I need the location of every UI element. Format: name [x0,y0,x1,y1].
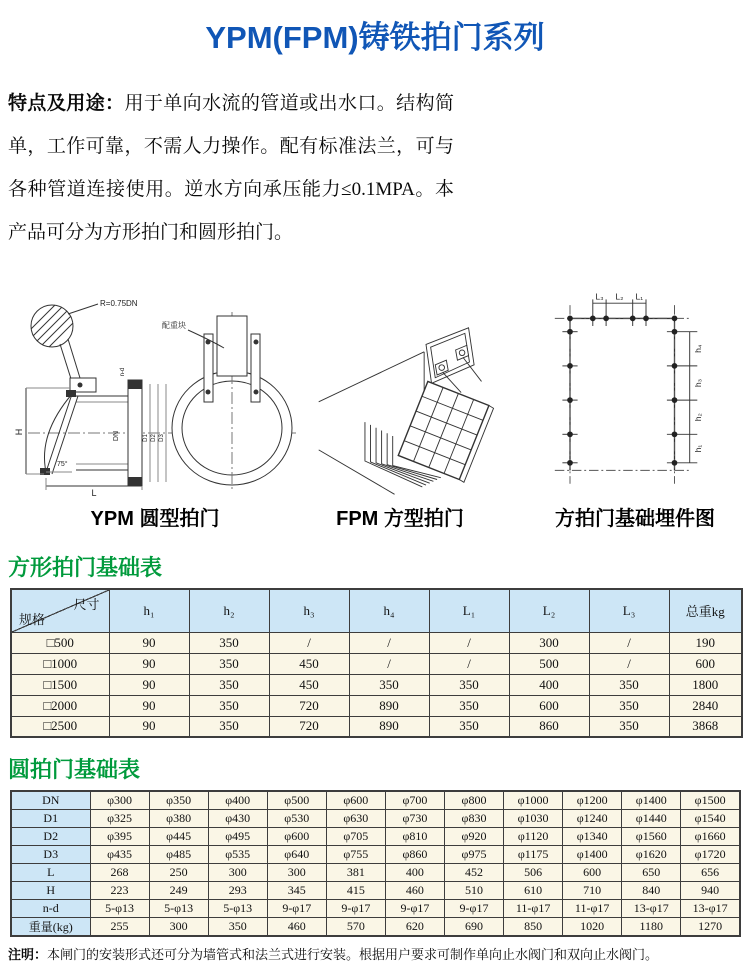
value-cell: 13-φ17 [681,899,740,917]
d2-label: D2 [151,434,157,442]
value-cell: 5-φ13 [90,899,149,917]
value-cell: φ830 [444,809,503,827]
note-label: 注明： [8,947,48,962]
value-cell: 90 [109,695,189,716]
value-cell: 223 [90,881,149,899]
round-valve-drawing [10,288,300,498]
value-cell: / [349,632,429,653]
value-cell: φ535 [208,845,267,863]
value-cell: 1800 [669,674,742,695]
table-row [11,653,742,674]
value-cell: φ1200 [563,791,622,809]
value-cell: 268 [90,863,149,881]
value-cell: 450 [269,674,349,695]
value-cell: φ500 [267,791,326,809]
value-cell: φ1175 [504,845,563,863]
value-cell: φ1540 [681,809,740,827]
corner-cell [11,589,109,632]
dn-label: DN [113,430,120,442]
value-cell: 13-φ17 [622,899,681,917]
row-label-cell: D3 [11,845,90,863]
round-valve-caption: YPM 圆型拍门 [90,508,220,530]
counterweight-label: 配重块 [162,321,186,330]
value-cell: φ600 [326,791,385,809]
h-dim-label: H [14,428,24,436]
value-cell: 350 [189,695,269,716]
value-cell: 1270 [681,917,740,936]
table-row [11,881,740,899]
value-cell: 2840 [669,695,742,716]
value-cell: 720 [269,695,349,716]
value-cell: 690 [444,917,503,936]
intro-paragraph [8,82,454,254]
spec-cell: □1000 [11,653,109,674]
value-cell: 90 [109,716,189,737]
value-cell: φ860 [385,845,444,863]
table-row [11,899,740,917]
value-cell: / [589,632,669,653]
value-cell: 840 [622,881,681,899]
value-cell: 381 [326,863,385,881]
l-dim-label: L [91,488,97,498]
value-cell: 90 [109,674,189,695]
value-cell: φ1000 [504,791,563,809]
value-cell: 350 [589,695,669,716]
round-table-heading: 圆拍门基础表 [8,757,141,782]
value-cell: 345 [267,881,326,899]
value-cell: 656 [681,863,740,881]
value-cell: 600 [509,695,589,716]
value-cell: 1180 [622,917,681,936]
column-header: 总重kg [669,589,742,632]
table-row [11,791,740,809]
value-cell: φ705 [326,827,385,845]
value-cell: φ1720 [681,845,740,863]
value-cell: φ1500 [681,791,740,809]
value-cell: 9-φ17 [385,899,444,917]
value-cell: φ1440 [622,809,681,827]
value-cell: φ1560 [622,827,681,845]
page-title: YPM(FPM)铸铁拍门系列 [205,20,545,55]
value-cell: 190 [669,632,742,653]
value-cell: 350 [208,917,267,936]
value-cell: φ730 [385,809,444,827]
value-cell: 300 [509,632,589,653]
h3-dim-label: h₃ [693,378,704,388]
value-cell: / [349,653,429,674]
value-cell: 250 [149,863,208,881]
value-cell: 350 [429,716,509,737]
value-cell: 570 [326,917,385,936]
value-cell: φ700 [385,791,444,809]
value-cell: φ395 [90,827,149,845]
table-header-row [11,589,742,632]
value-cell: φ1620 [622,845,681,863]
square-valve-figure [315,313,500,498]
value-cell: 293 [208,881,267,899]
column-header: L₁ [429,589,509,632]
value-cell: 460 [385,881,444,899]
table-row [11,827,740,845]
value-cell: φ485 [149,845,208,863]
value-cell: / [429,632,509,653]
l1-dim-label: L₁ [635,291,644,302]
round-foundation-table [10,790,741,937]
value-cell: φ530 [267,809,326,827]
value-cell: φ600 [267,827,326,845]
value-cell: φ630 [326,809,385,827]
value-cell: 300 [208,863,267,881]
value-cell: 249 [149,881,208,899]
square-valve-drawing [315,313,500,498]
h1-dim-label: h₁ [693,444,704,453]
value-cell: 860 [509,716,589,737]
intro-text: 用于单向水流的管道或出水口。结构简单，工作可靠，不需人力操作。配有标准法兰，可与各种管道连接使用。逆水方向承压能力≤0.1MPA。本产品可分为方形拍门和圆形拍门。 [8,93,454,243]
table-row [11,809,740,827]
value-cell: 350 [189,653,269,674]
table-row [11,863,740,881]
value-cell: / [429,653,509,674]
value-cell: 600 [669,653,742,674]
value-cell: φ810 [385,827,444,845]
page-note [8,944,746,963]
value-cell: 11-φ17 [504,899,563,917]
value-cell: φ1030 [504,809,563,827]
value-cell: φ975 [444,845,503,863]
value-cell: 720 [269,716,349,737]
value-cell: φ755 [326,845,385,863]
value-cell: φ495 [208,827,267,845]
table-row [11,845,740,863]
value-cell: 5-φ13 [208,899,267,917]
table-row [11,917,740,936]
l2-dim-label: L₂ [615,291,624,302]
value-cell: 460 [267,917,326,936]
h2-dim-label: h₂ [693,413,704,422]
value-cell: 890 [349,716,429,737]
drawings-section [0,288,750,540]
corner-bottom-label: 规格 [19,611,46,627]
nd-callout-label: n-d [120,367,126,377]
intro-label: 特点及用途： [8,93,125,114]
value-cell: φ920 [444,827,503,845]
value-cell: φ800 [444,791,503,809]
value-cell: φ400 [208,791,267,809]
value-cell: 415 [326,881,385,899]
value-cell: 350 [349,674,429,695]
value-cell: φ325 [90,809,149,827]
column-header: L₂ [509,589,589,632]
d3-label: D3 [159,434,165,442]
value-cell: / [589,653,669,674]
column-header: L₃ [589,589,669,632]
value-cell: 620 [385,917,444,936]
value-cell: φ640 [267,845,326,863]
value-cell: φ430 [208,809,267,827]
value-cell: 350 [429,695,509,716]
value-cell: φ1340 [563,827,622,845]
value-cell: 506 [504,863,563,881]
value-cell: 90 [109,632,189,653]
value-cell: 650 [622,863,681,881]
column-header: h₂ [189,589,269,632]
value-cell: φ1660 [681,827,740,845]
value-cell: 940 [681,881,740,899]
value-cell: φ435 [90,845,149,863]
column-header: h₃ [269,589,349,632]
spec-cell: □2000 [11,695,109,716]
value-cell: 890 [349,695,429,716]
corner-top-label: 尺寸 [73,597,100,612]
value-cell: φ1240 [563,809,622,827]
value-cell: 350 [189,674,269,695]
table-row [11,695,742,716]
value-cell: φ1400 [563,845,622,863]
table-row [11,716,742,737]
value-cell: φ1120 [504,827,563,845]
value-cell: 3868 [669,716,742,737]
value-cell: 850 [504,917,563,936]
value-cell: / [269,632,349,653]
value-cell: 450 [269,653,349,674]
value-cell: 350 [429,674,509,695]
value-cell: 452 [444,863,503,881]
value-cell: 400 [509,674,589,695]
row-label-cell: D1 [11,809,90,827]
value-cell: 255 [90,917,149,936]
spec-cell: □2500 [11,716,109,737]
value-cell: φ1400 [622,791,681,809]
foundation-caption: 方拍门基础埋件图 [555,508,715,530]
column-header: h₄ [349,589,429,632]
value-cell: 600 [563,863,622,881]
value-cell: 710 [563,881,622,899]
square-table-heading: 方形拍门基础表 [8,555,163,580]
value-cell: 9-φ17 [267,899,326,917]
spec-cell: □500 [11,632,109,653]
value-cell: 610 [504,881,563,899]
row-label-cell: D2 [11,827,90,845]
foundation-figure [532,288,722,497]
value-cell: 350 [589,674,669,695]
h4-dim-label: h₄ [693,344,704,353]
foundation-drawing [532,288,722,497]
value-cell: 350 [589,716,669,737]
value-cell: 510 [444,881,503,899]
value-cell: 9-φ17 [326,899,385,917]
l3-dim-label: L₃ [595,291,604,302]
row-label-cell: DN [11,791,90,809]
value-cell: 90 [109,653,189,674]
value-cell: 350 [189,632,269,653]
value-cell: φ380 [149,809,208,827]
table-row [11,632,742,653]
value-cell: φ445 [149,827,208,845]
note-text: 本闸门的安装形式还可分为墙管式和法兰式进行安装。根据用户要求可制作单向止水阀门和双向止水阀门。 [47,947,659,962]
value-cell: 400 [385,863,444,881]
round-valve-figure [10,288,300,498]
square-foundation-table [10,588,743,738]
value-cell: φ300 [90,791,149,809]
d1-label: D1 [143,434,149,442]
value-cell: 350 [189,716,269,737]
value-cell: 5-φ13 [149,899,208,917]
value-cell: 500 [509,653,589,674]
value-cell: 300 [267,863,326,881]
column-header: h₁ [109,589,189,632]
value-cell: 1020 [563,917,622,936]
value-cell: φ350 [149,791,208,809]
spec-cell: □1500 [11,674,109,695]
table-row [11,674,742,695]
value-cell: 300 [149,917,208,936]
value-cell: 11-φ17 [563,899,622,917]
value-cell: 9-φ17 [444,899,503,917]
angle-label: 75° [57,461,68,468]
row-label-cell: H [11,881,90,899]
row-label-cell: n-d [11,899,90,917]
row-label-cell: L [11,863,90,881]
row-label-cell: 重量(kg) [11,917,90,936]
square-valve-caption: FPM 方型拍门 [336,508,464,530]
radius-label: R=0.75DN [100,299,138,308]
